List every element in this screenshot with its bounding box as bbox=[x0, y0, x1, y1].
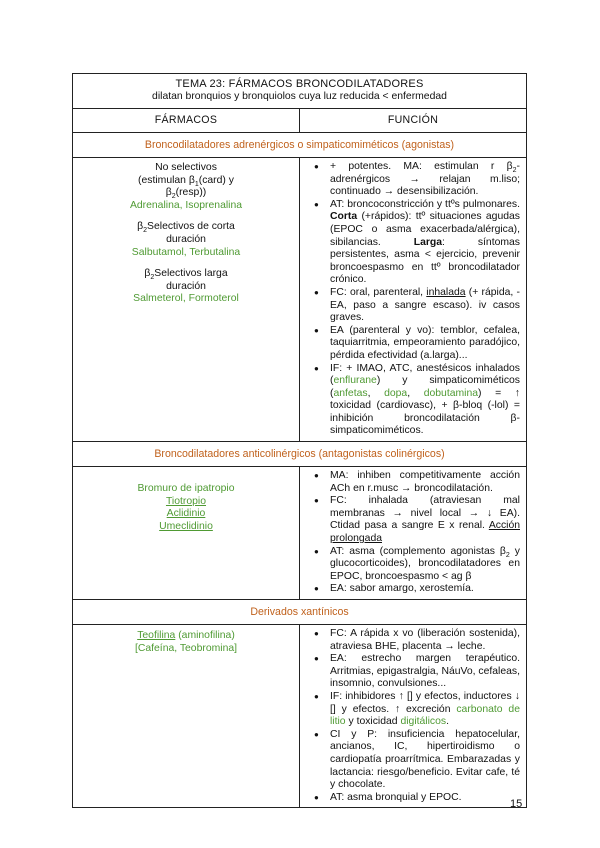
function-item: ● MA: inhiben competitivamente acción ACh en r.musc → broncodilatación. bbox=[330, 470, 520, 495]
page-number: 15 bbox=[510, 798, 523, 810]
drug-group-detail: (estimulan $\beta_1(card)$ y bbox=[138, 174, 234, 188]
drug-group-detail: duración bbox=[166, 280, 206, 292]
column-header-function: FUNCIÓN bbox=[300, 109, 527, 133]
section-header-row bbox=[73, 600, 527, 625]
section-header-row bbox=[73, 442, 527, 467]
drug-group-heading: $\beta_2Selectivos$ larga bbox=[144, 268, 228, 282]
function-item: ● IF: + IMAO, ATC, anestésicos inhalados (enflurane) y simpaticomiméticos (anfetas, dopa, dobutamina) = ↑ toxicidad (cardiovasc), + β-bloq (-lol) = inhibición broncodilatación β-simpaticomiméticos. bbox=[330, 363, 520, 439]
drug-examples: Salmeterol, Formoterol bbox=[133, 293, 239, 305]
function-cell-anticholinergic bbox=[300, 467, 527, 600]
drug-name: Umeclidinio bbox=[159, 520, 213, 532]
section-title-xanthines: Derivados xantínicos bbox=[73, 600, 527, 625]
function-item: ● IF: inhibidores ↑ [] y efectos, inductores ↓ [] y efectos. ↑ excreción carbonato de litio y toxicidad digitálicos. bbox=[330, 691, 520, 729]
function-item: ● EA: sabor amargo, xerostemía. bbox=[330, 583, 520, 596]
drug-table bbox=[72, 73, 527, 808]
page-subtitle: dilatan bronquios y bronquiolos cuya luz reducida < enfermedad bbox=[152, 91, 447, 102]
function-list bbox=[300, 161, 520, 438]
drug-group-short-acting bbox=[76, 221, 296, 259]
drug-group-heading: $\beta_2Selectivos$ de corta bbox=[137, 221, 235, 235]
drug-group-detail: $\beta_2(resp)$) bbox=[165, 187, 207, 201]
function-item: ● AT: asma bronquial y EPOC. bbox=[330, 792, 520, 805]
function-cell-adrenergic bbox=[300, 158, 527, 442]
column-header-drugs: FÁRMACOS bbox=[73, 109, 300, 133]
function-item: ● + potentes. MA: estimulan r $\beta_2$-adrenérgicos → relajan m.liso; continuado → desensibilización. bbox=[330, 161, 520, 199]
drugs-cell-anticholinergic bbox=[73, 467, 300, 600]
section-content-row bbox=[73, 625, 527, 808]
function-item: ● EA (parenteral y vo): temblor, cefalea, taquiarritmia, empeoramiento paradójico, pérdida efectividad (a.larga)... bbox=[330, 325, 520, 363]
function-item: ● FC: oral, parenteral, inhalada (+ rápida, - EA, paso a sangre escaso). iv casos graves. bbox=[330, 287, 520, 325]
section-title-anticholinergic: Broncodilatadores anticolinérgicos (antagonistas colinérgicos) bbox=[73, 442, 527, 467]
function-list bbox=[300, 470, 520, 596]
drug-examples: Salbutamol, Terbutalina bbox=[131, 246, 241, 258]
function-list bbox=[300, 628, 520, 804]
function-item: ● EA: estrecho margen terapéutico. Arritmias, epigastralgia, NáuVo, cefaleas, insomnio, convulsiones... bbox=[330, 653, 520, 691]
page-title: TEMA 23: FÁRMACOS BRONCODILATADORES bbox=[175, 78, 424, 91]
section-content-row bbox=[73, 467, 527, 600]
title-row bbox=[73, 74, 527, 109]
column-header-row bbox=[73, 109, 527, 133]
function-item: ● AT: asma (complemento agonistas $\beta_2$ y glucocorticoides), broncodilatadores en EPOC, broncoespasmo < ag β bbox=[330, 546, 520, 584]
drug-group-non-selective bbox=[76, 162, 296, 212]
drug-name: Aclidinio bbox=[166, 508, 206, 520]
section-content-row bbox=[73, 158, 527, 442]
drug-examples: Adrenalina, Isoprenalina bbox=[129, 199, 243, 211]
drug-name: Bromuro de ipatropio bbox=[137, 483, 235, 495]
section-header-row bbox=[73, 133, 527, 158]
drugs-cell-adrenergic bbox=[73, 158, 300, 442]
drug-group-detail: duración bbox=[166, 233, 206, 245]
function-item: ● FC: A rápida x vo (liberación sostenida), atraviesa BHE, placenta → leche. bbox=[330, 628, 520, 653]
function-item: ● FC: inhalada (atraviesan mal membranas → nivel local → ↓ EA). Ctidad pasa a sangre E x renal. Acción prolongada bbox=[330, 495, 520, 545]
drug-name: (aminofilina) bbox=[178, 630, 235, 641]
function-item: ● CI y P: insuficiencia hepatocelular, ancianos, IC, hipertiroidismo o cardiopatía proarrítmica. Embarazadas y lactancia: riesgo/beneficio. Evitar cafe, té y chocolate. bbox=[330, 729, 520, 792]
title-cell bbox=[73, 74, 527, 109]
drugs-cell-xanthines bbox=[73, 625, 300, 808]
function-item: ● AT: broncoconstricción y ttºs pulmonares. Corta (+rápidos): ttº situaciones agudas (EPOC o asma exacerbada/alérgica), sibilancias. Larga: síntomas persistentes, asma < ejercicio, prevenir broncoespasmo en ttº broncodilatador crónico. bbox=[330, 199, 520, 287]
drug-group-long-acting bbox=[76, 268, 296, 306]
section-title-adrenergic: Broncodilatadores adrenérgicos o simpaticomiméticos (agonistas) bbox=[73, 133, 527, 158]
drug-name: Teofilina bbox=[137, 630, 176, 641]
function-cell-xanthines bbox=[300, 625, 527, 808]
drug-name: Tiotropio bbox=[165, 495, 207, 507]
drug-group-heading: No selectivos bbox=[155, 162, 217, 173]
drug-name-line bbox=[76, 630, 296, 643]
drug-name: [Cafeína, Teobromina] bbox=[134, 642, 238, 654]
